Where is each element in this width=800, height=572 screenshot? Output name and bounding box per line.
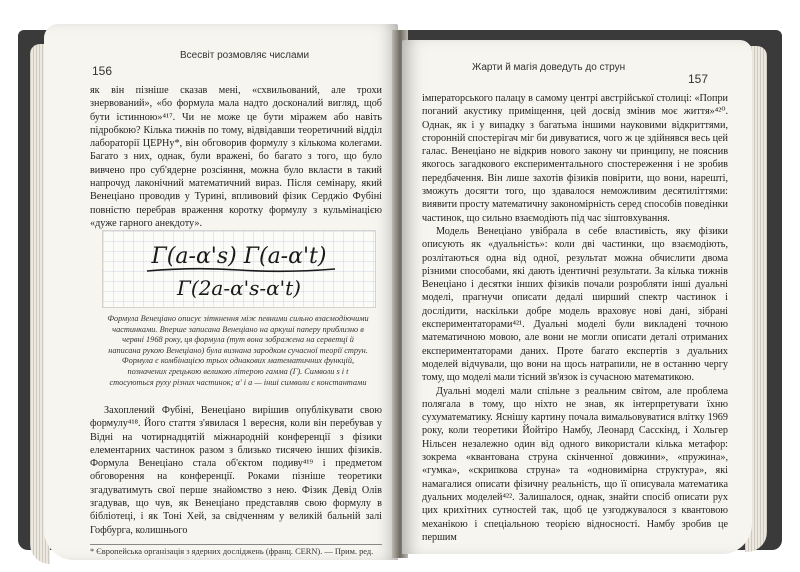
- right-page: [402, 40, 752, 554]
- left-paragraph: як він пізніше сказав мені, «схвильований, але трохи знервований», «бо формула мала надто досконалий вигляд, щоб бути істинною»⁴¹⁷. Чи не може це бути міражем або навіть підробкою? Кілька тижнів по тому, відвідавши теоретичний відділ лабораторії ЦЕРНу*, він обговорив формулу з кількома колегами. Багато з них, однак, були вражені, бо багато з того, що було вивчено про суб'ядерне розсіяння, можна було вкласти в такий напрочуд лаконічний математичний вираз. Після семінару, який Венеціано проводив у Турині, впливовий фізик Серджіо Фубіні повністю перебрав враження коротку формулу з кульмінацією «дуже гарного анекдоту».: [90, 85, 382, 229]
- right-running-header: Жарти й магія доведуть до струн: [472, 62, 626, 73]
- left-paragraph: Захоплений Фубіні, Венеціано вирішив опублікувати свою формулу⁴¹⁸. Його стаття з'явилася 1 вересня, коли він перебував у Відні на чотирнадцятій міжнародній конференції з фізики елементарних частинок разом з близько тисячею інших фізиків. Формула Венеціано стала об'єктом подиву⁴¹⁹ і предметом обговорення на конференції. Роками пізніше теоретики згадуватимуть свої перше знайомство з нею. Фізик Девід Олів згадував, що чув, як Венеціано представляв свою формулу в бібліотеці, і як Тоні Хей, за свідченням у великій бальній залі Гофбурга, колишнього: [90, 405, 382, 536]
- formula-numerator: Γ(a-α's) Γ(a-α't): [151, 244, 327, 269]
- left-page: [44, 24, 398, 560]
- right-page-number: 157: [688, 72, 709, 86]
- right-main-text: [422, 92, 728, 544]
- left-bottom-text: [90, 404, 382, 537]
- footnote: * Європейська організація з ядерних досліджень (франц. CERN). — Прим. ред.: [90, 544, 382, 557]
- right-paragraph: Модель Венеціано увібрала в себе властивість, яку фізики описують як «дуальність»: коли дві частинки, що взаємодіють, розлітаються одна від одної, результат можна обчислити двома різними способами, які дають ідентичні результати. За кілька тижнів Венеціано і десятки інших фізиків почали розробляти інші дуальні моделі, прагнучи описати дедалі ширший спектр частинок і дослідити, наскільки добре модель враховує нові дані, зібрані експериментаторами⁴²¹. Дуальні моделі були викладені точною математичною мовою, але вони не могли описати деталі отриманих експериментаторами даних. Проте багато експертів з дуальних моделей відчували, що вони на щось натрапили, не в останню чергу тому, що моделі мали тісний зв'язок із сучасною математикою.: [422, 225, 728, 384]
- formula-drawing: [103, 231, 375, 307]
- formula-fraction-line: [147, 269, 335, 272]
- handwritten-formula-napkin: [102, 230, 376, 308]
- right-paragraph: Дуальні моделі мали спільне з реальним світом, але проблема полягала в тому, що ніхто не знав, як інтерпретувати їхню сухуматематику. Яснішу картину почала вимальовуватися влітку 1969 року, коли теоретики Йойтіро Намбу, Леонард Сасскінд, і Хольгер Нільсен незалежно один від одного використали кілька метафор: зокрема «квантована струна скінченної довжини», «пружина», «гумка», «скрипкова струна» та «одновимірна структура», які намагалися описати фізичну реальність, що її описувала математика дуальних моделей⁴²². Залишалося, однак, знайти спосіб описати рух цих крихітних сутностей так, щоб це узгоджувалося з квантовою механікою і спеціальною теорією відносності. Намбу зробив це першим: [422, 385, 728, 543]
- formula-denominator: Γ(2a-α's-α't): [177, 276, 301, 300]
- left-top-text: [90, 84, 382, 230]
- left-page-number: 156: [92, 64, 113, 78]
- right-paragraph: імператорського палацу в самому центрі австрійської столиці: «Попри поганий акустику приміщення, цей досвід змінив моє життя»⁴²⁰. Однак, як і у випадку з багатьма іншими науковими відкриттями, сторонній спостерігач міг би дивуватися, чого ж це здійнявся весь цей галас. Венеціано не відкрив нового закону чи принципу, не пояснив якогось загадкового експериментального спостереження і не зробив передбачення. Він лише захотів фізиків повірити, що вони, нарешті, зможуть досягти того, що здавалося неможливим десятиліттями: виявити просту математичну закономірність серед способів поведінки частинок, що сильно взаємодіють під час зіштовхування.: [422, 93, 728, 224]
- formula-caption: Формула Венеціано описує зіткнення між певними сильно взаємодіючими частинками. Вперше записана Венеціано на аркуші паперу приблизно в червні 1968 року, ця формула (тут вона зображена на серветці й написана рукою Венеціано) була визнана зародком сучасної теорії струн. Формула є комбінацією трьох однакових математичних функцій, позначених грецькою великою літерою гамма (Γ). Символи s і t стосуються руху різних частинок; α' і а — інші символи є константами: [107, 314, 369, 387]
- left-running-header: Всесвіт розмовляє числами: [180, 50, 310, 61]
